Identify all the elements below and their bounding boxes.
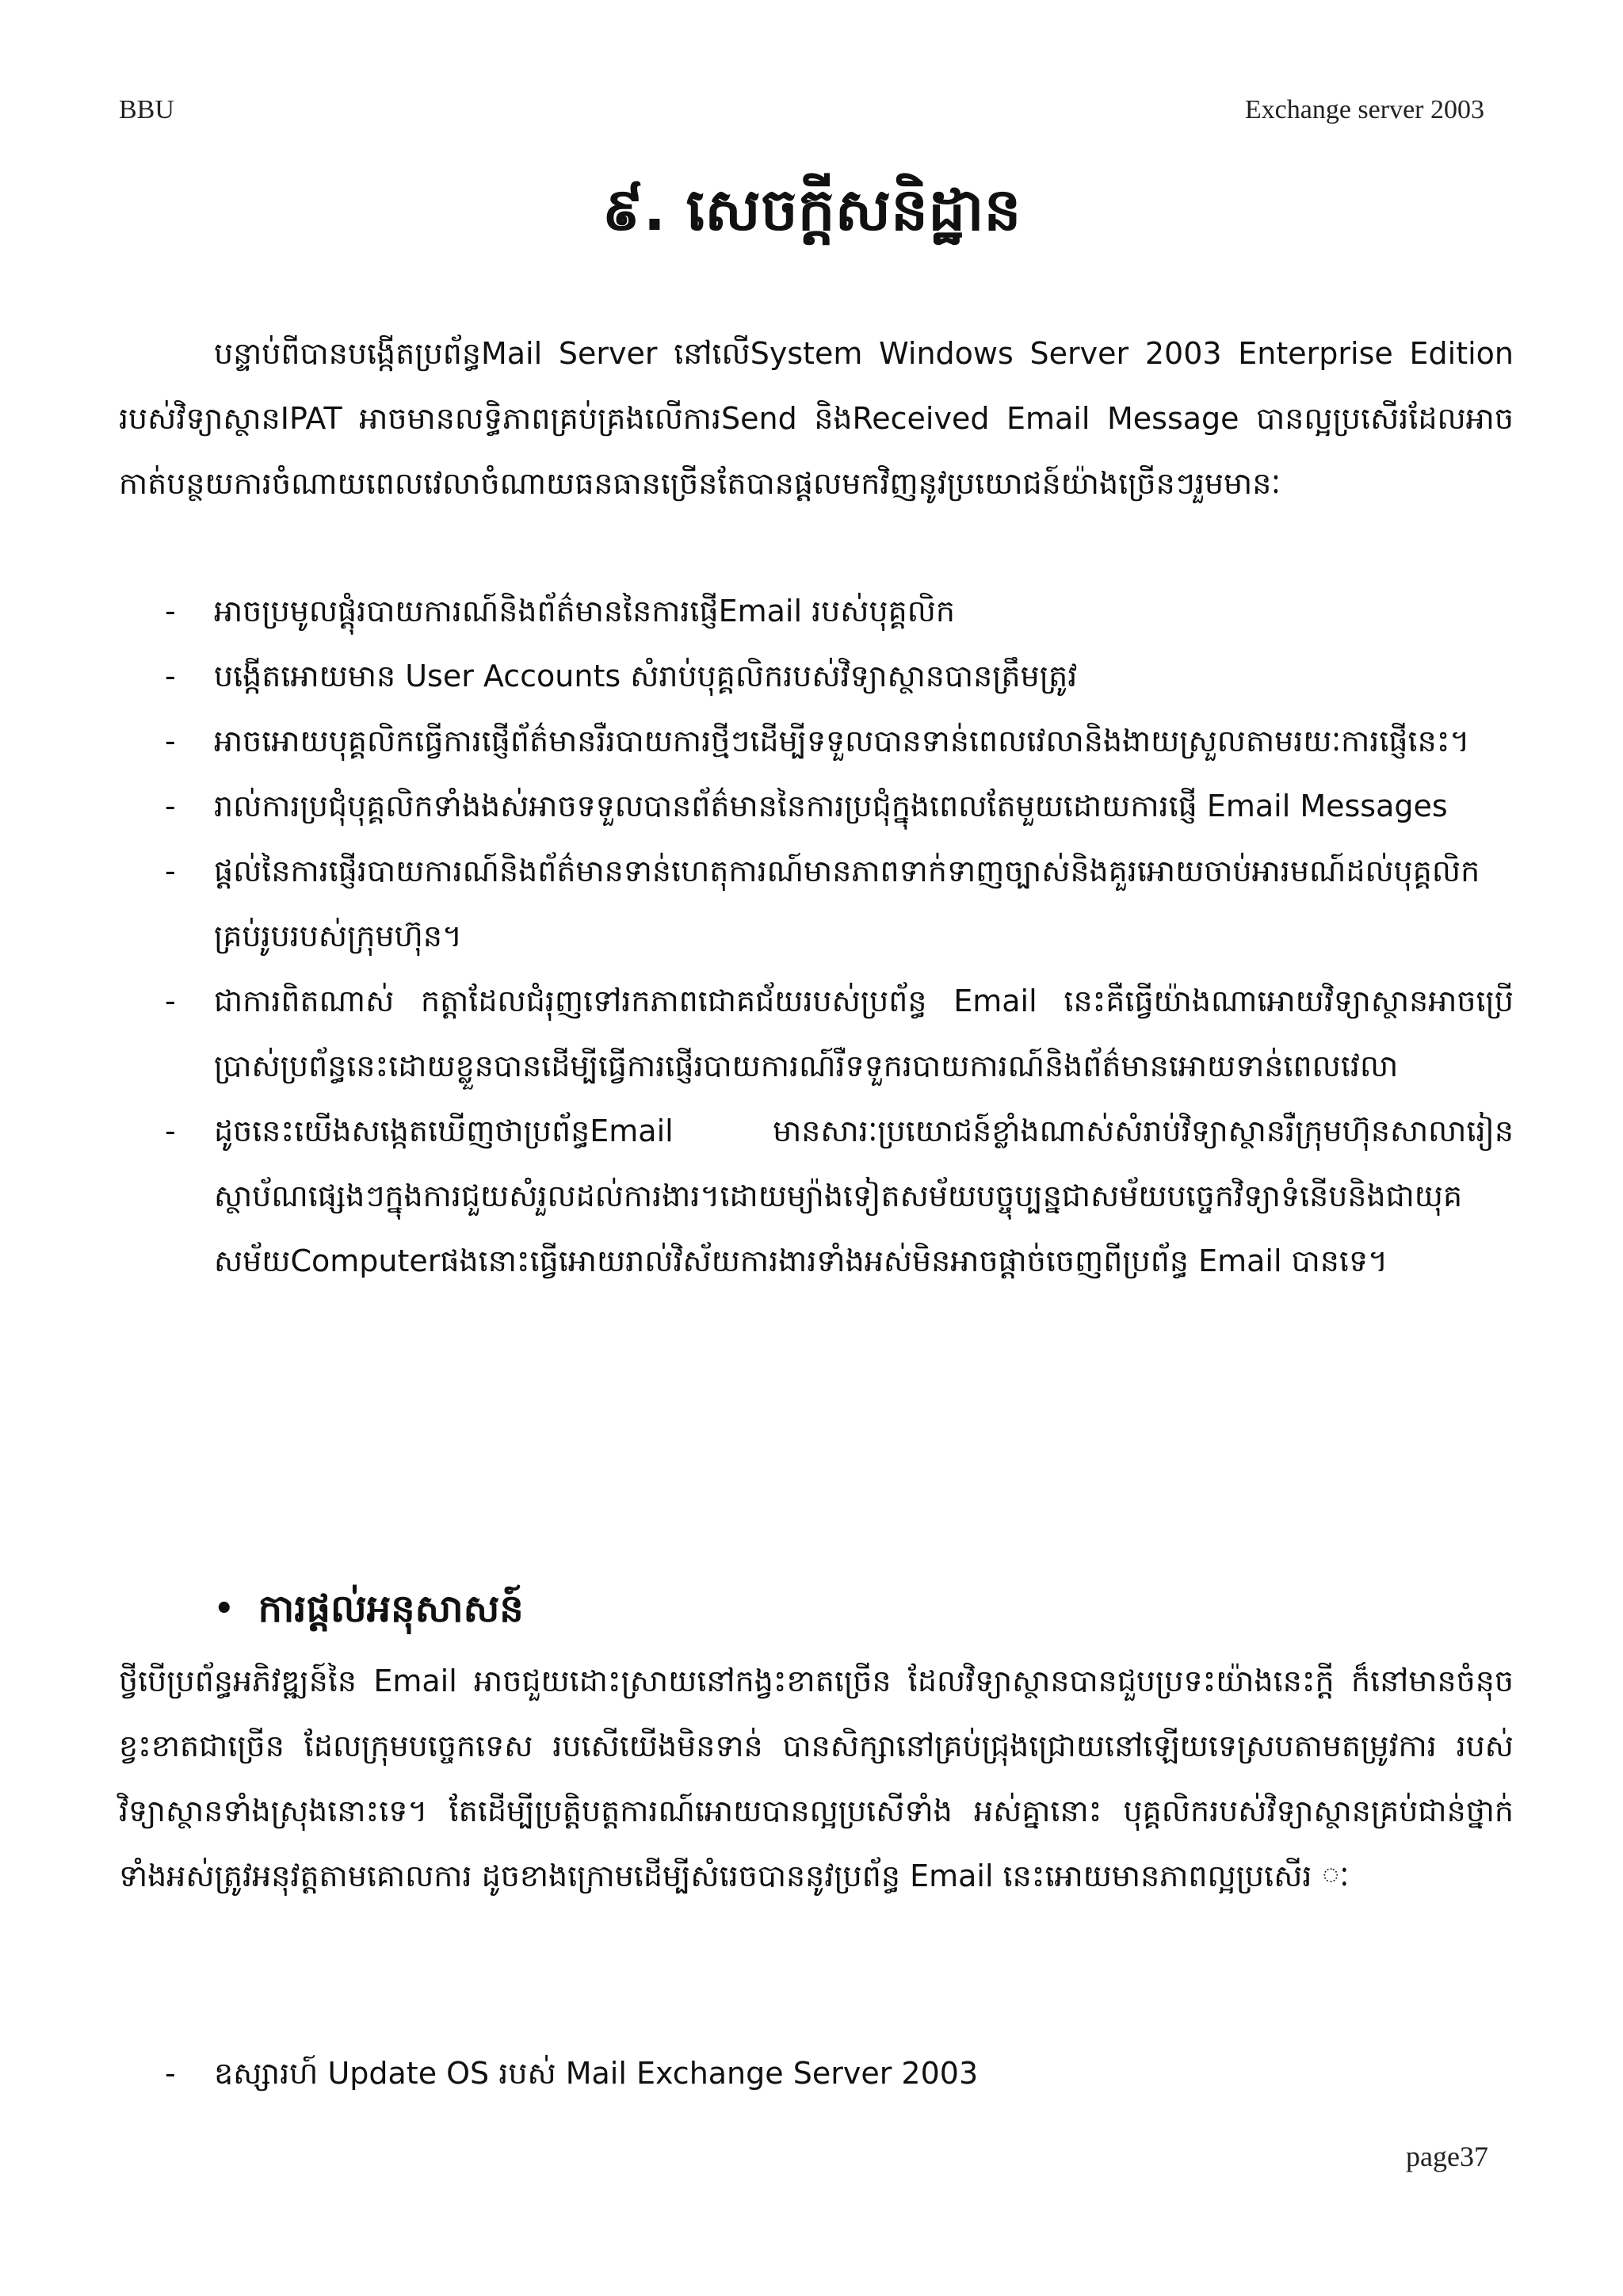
header-right: Exchange server 2003 (1244, 95, 1484, 124)
recommendation-heading-text: ការផ្តល់អនុសាសន៍ (258, 1587, 524, 1631)
list-item: - បង្កើតអោយមាន User Accounts សំរាប់បុគ្គលិករបស់វិទ្យាស្ថានបានត្រឹមត្រូវ (119, 644, 1514, 709)
running-header (119, 95, 1484, 125)
list-item: - អាចអោយបុគ្គលិកធ្វើការផ្ញើព័ត៌មានរឺរបាយការថ្មីៗដើម្បីទទួលបានទាន់ពេលវេលានិងងាយស្រួលតាមរយៈការផ្ញើនេះ។ (119, 709, 1514, 774)
intro-paragraph: បន្ទាប់ពីបានបង្កើតប្រព័ន្ធMail Server នៅលើSystem Windows Server 2003 Enterprise Edition របស់វិទ្យាស្ថានIPAT អាចមានលទ្ធិភាពគ្រប់គ្រងលើការSend និងReceived Email Message បានល្អប្រសើរដែលអាចកាត់បន្ថយការចំណាយពេលវេលាចំណាយធនធានច្រើនតែបានផ្តលមកវិញនូវប្រយោជន៍យ៉ាងច្រើនៗរួមមានៈ (119, 336, 1514, 501)
recommendation-paragraph: ថ្វីបើប្រព័ន្ធអភិវឌ្ឍន៍នៃ Email អាចជួយដោះស្រាយនៅកង្វះខាតច្រើន ដែលវិទ្យាស្ថានបានជួបប្រទះយ៉ាងនេះក្តី ក៏នៅមានចំនុចខ្វះខាតជាច្រើន ដែលក្រុមបច្ចេកទេស របសើយើងមិនទាន់ បានសិក្សានៅគ្រប់ជ្រុងជ្រោយនៅឡើយទេស្របតាមតម្រូវការ របស់វិទ្យាស្ថានទាំងស្រុងនោះទេ។ តែដើម្បីប្រត្តិបត្តការណ៍អោយបានល្អប្រសើទាំង អស់គ្នានោះ បុគ្គលិករបស់វិទ្យាស្ថានគ្រប់ជាន់ថ្នាក់ទាំងអស់ត្រូវអនុវត្តតាមគោលការ ដូចខាងក្រោមដើម្បីសំរេចបាននូវប្រព័ន្ធ Email នេះអោយមានភាពល្អប្រសើរ ៈ (119, 1664, 1514, 1893)
bullet-icon: • (214, 1591, 235, 1627)
list-item: - ឧស្សារហ៍ Update OS របស់ Mail Exchange Server 2003 (119, 2041, 1514, 2106)
list-item: - រាល់ការប្រជុំបុគ្គលិកទាំងងស់អាចទទួលបានព័ត៌មាននៃការប្រជុំក្នុងពេលតែមួយដោយការផ្ញើ Email Messages (119, 774, 1514, 839)
recommendation-list (119, 2041, 1514, 2106)
header-left: BBU (119, 95, 174, 124)
page-number: page37 (1406, 2141, 1488, 2172)
list-item: - ផ្តល់នៃការផ្ញើរបាយការណ៍និងព័ត៌មានទាន់ហេតុការណ៍មានភាពទាក់ទាញច្បាស់និងគួរអោយចាប់អារមណ៍ដល់បុគ្គលិកគ្រប់រូបរបស់ក្រុមហ៊ុន។ (119, 839, 1514, 968)
list-item: - ដូចនេះយើងសង្កេតឃើញថាប្រព័ន្ធEmail មានសារៈប្រយោជន៍ខ្លាំងណាស់សំរាប់វិទ្យាស្ថានរឺក្រុមហ៊ុនសាលារៀនស្ថាប័ណផ្សេងៗក្នុងការជួយសំរួលដល់ការងារ។ដោយម្យ៉ាងទៀតសម័យបច្ចុប្បន្នជាសម័យបច្ចេកវិទ្យាទំនើបនិងជាយុគសម័យComputerផងនោះធ្វើអោយរាល់វិស័យការងារទាំងអស់មិនអាចផ្តាច់ចេញពីប្រព័ន្ធ Email បានទេ។ (119, 1098, 1514, 1293)
recommendation-heading (214, 1573, 524, 1645)
page-title: ៩. សេចក្តីសនិដ្ឋាន (601, 176, 1022, 244)
benefits-list (119, 579, 1514, 1293)
list-item: - ជាការពិតណាស់ កត្តាដែលជំរុញទៅរកភាពជោគជ័យរបស់ប្រព័ន្ធ Email នេះគឺធ្វើយ៉ាងណាអោយវិទ្យាស្ថានអាចប្រើប្រាស់ប្រព័ន្ធនេះដោយខ្លួនបានដើម្បីធ្វើការផ្ញើរបាយការណ៍រឺទទួករបាយការណ៍និងព័ត៌មានអោយទាន់ពេលវេលា (119, 968, 1514, 1098)
list-item: - អាចប្រមូលផ្តុំរបាយការណ៍និងព័ត៌មាននៃការផ្ញើEmail របស់បុគ្គលិក (119, 579, 1514, 644)
